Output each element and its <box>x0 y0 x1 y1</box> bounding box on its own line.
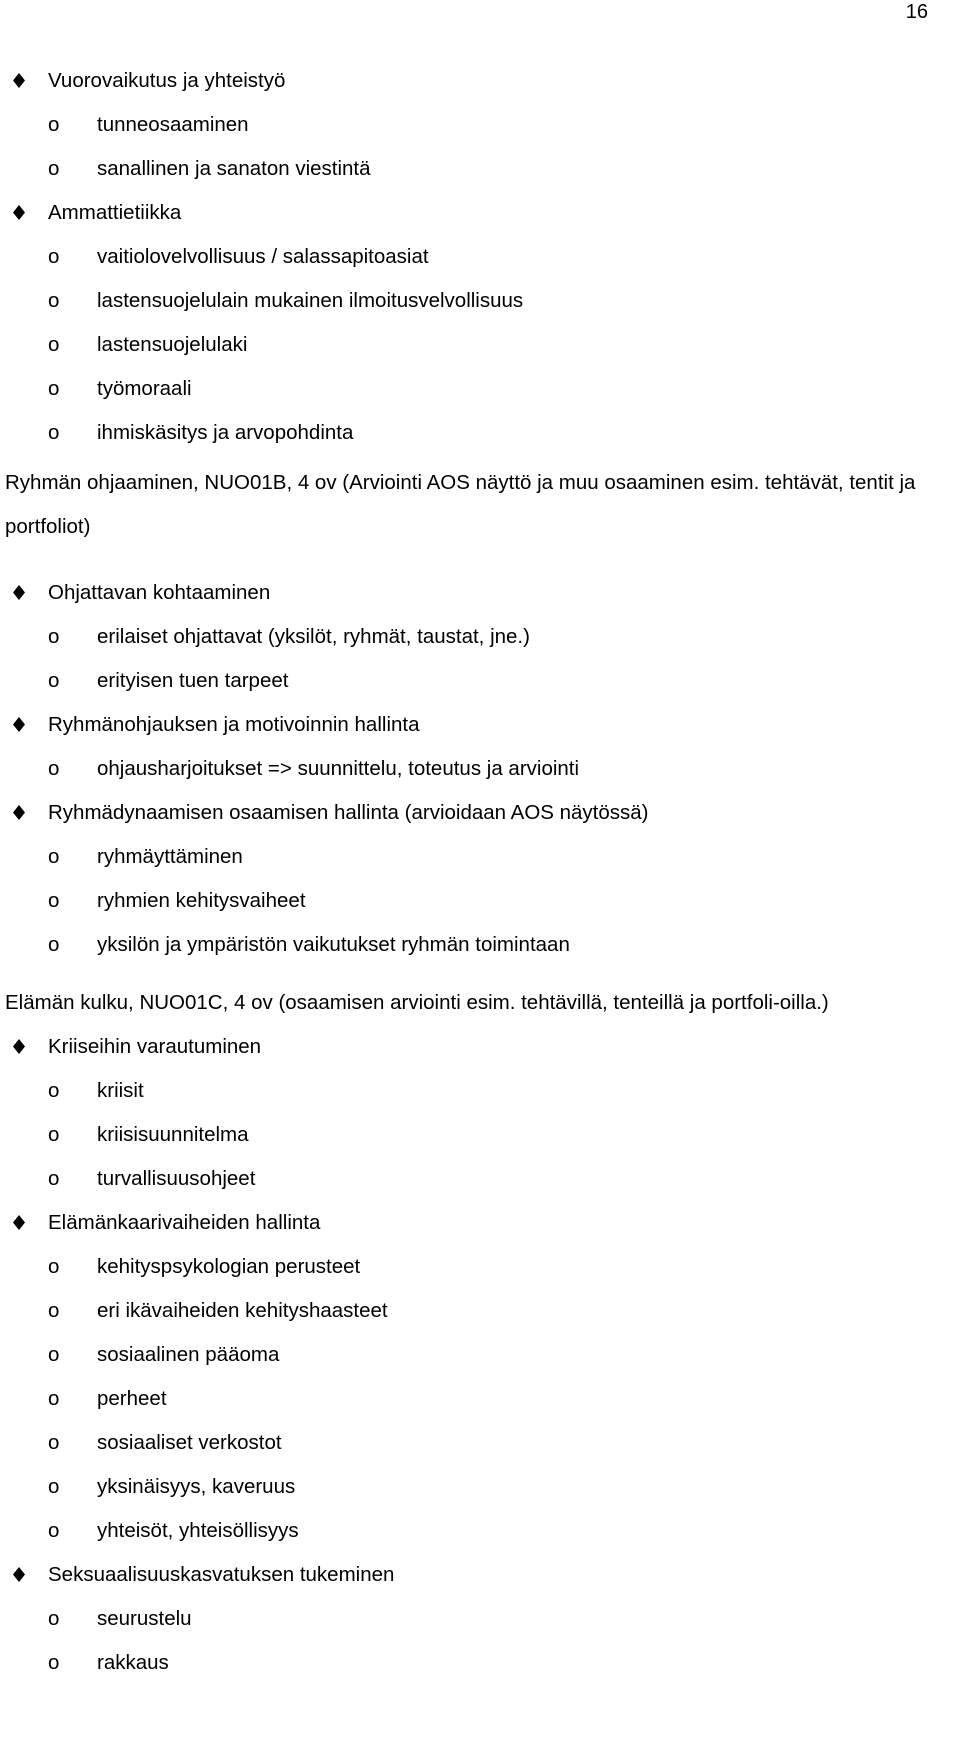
circle-bullet-icon: o <box>48 1475 60 1498</box>
level2-item <box>0 323 960 367</box>
level1-item-label: Ryhmänohjauksen ja motivoinnin hallinta <box>48 713 420 736</box>
circle-bullet-icon: o <box>48 1343 60 1366</box>
page-number: 16 <box>905 1 928 23</box>
diamond-bullet-icon <box>13 791 27 835</box>
level1-item-label: Vuorovaikutus ja yhteistyö <box>48 69 286 92</box>
circle-bullet-icon: o <box>48 1431 60 1454</box>
circle-bullet-icon: o <box>48 1167 60 1190</box>
level2-item-label: rakkaus <box>97 1651 169 1674</box>
circle-bullet-icon: o <box>48 289 60 312</box>
section-3-heading: Elämän kulku, NUO01C, 4 ov (osaamisen arviointi esim. tehtävillä, tenteillä ja portfoli-oilla.) <box>5 991 829 1014</box>
level2-item <box>0 1245 960 1289</box>
level2-item <box>0 1289 960 1333</box>
level2-item <box>0 1333 960 1377</box>
level2-item-label: kriisisuunnitelma <box>97 1123 249 1146</box>
level2-item-label: ryhmäyttäminen <box>97 845 243 868</box>
level2-item-label: työmoraali <box>97 377 192 400</box>
level2-item-label: tunneosaaminen <box>97 113 249 136</box>
level2-item-label: sosiaaliset verkostot <box>97 1431 282 1454</box>
level2-item-label: kriisit <box>97 1079 144 1102</box>
section-1-list <box>0 59 960 455</box>
level1-item <box>0 59 960 103</box>
section-3-list <box>0 1025 960 1685</box>
level2-item <box>0 879 960 923</box>
level2-item <box>0 659 960 703</box>
level1-item-label: Ryhmädynaamisen osaamisen hallinta (arvioidaan AOS näytössä) <box>48 801 649 824</box>
level2-item <box>0 1069 960 1113</box>
level2-item <box>0 1157 960 1201</box>
level2-item-label: lastensuojelulaki <box>97 333 248 356</box>
level2-item-label: kehityspsykologian perusteet <box>97 1255 361 1278</box>
level2-item-label: erityisen tuen tarpeet <box>97 669 289 692</box>
level2-item-label: perheet <box>97 1387 167 1410</box>
section-2-heading: Ryhmän ohjaaminen, NUO01B, 4 ov (Arviointi AOS näyttö ja muu osaaminen esim. tehtävät, tentit ja portfoliot) <box>5 471 916 538</box>
circle-bullet-icon: o <box>48 669 60 692</box>
level2-item <box>0 1597 960 1641</box>
document-body <box>0 59 960 1685</box>
level1-item <box>0 1025 960 1069</box>
level2-item <box>0 1377 960 1421</box>
diamond-bullet-icon <box>13 1553 27 1597</box>
level2-item <box>0 1421 960 1465</box>
circle-bullet-icon: o <box>48 1607 60 1630</box>
level2-item-label: erilaiset ohjattavat (yksilöt, ryhmät, taustat, jne.) <box>97 625 530 648</box>
circle-bullet-icon: o <box>48 157 60 180</box>
diamond-bullet-icon <box>13 59 27 103</box>
circle-bullet-icon: o <box>48 1387 60 1410</box>
circle-bullet-icon: o <box>48 377 60 400</box>
level1-item <box>0 191 960 235</box>
level2-item <box>0 1641 960 1685</box>
level2-item-label: seurustelu <box>97 1607 192 1630</box>
level2-item-label: lastensuojelulain mukainen ilmoitusvelvollisuus <box>97 289 524 312</box>
circle-bullet-icon: o <box>48 1255 60 1278</box>
circle-bullet-icon: o <box>48 1651 60 1674</box>
diamond-bullet-icon <box>13 191 27 235</box>
circle-bullet-icon: o <box>48 625 60 648</box>
circle-bullet-icon: o <box>48 333 60 356</box>
level2-item <box>0 411 960 455</box>
circle-bullet-icon: o <box>48 113 60 136</box>
level1-item <box>0 1553 960 1597</box>
circle-bullet-icon: o <box>48 889 60 912</box>
level2-item <box>0 147 960 191</box>
level1-item-label: Kriiseihin varautuminen <box>48 1035 262 1058</box>
circle-bullet-icon: o <box>48 1519 60 1542</box>
level2-item <box>0 367 960 411</box>
level2-item-label: eri ikävaiheiden kehityshaasteet <box>97 1299 388 1322</box>
level2-item <box>0 1113 960 1157</box>
level2-item-label: yhteisöt, yhteisöllisyys <box>97 1519 299 1542</box>
diamond-bullet-icon <box>13 1025 27 1069</box>
level2-item <box>0 923 960 967</box>
level1-item-label: Elämänkaarivaiheiden hallinta <box>48 1211 321 1234</box>
level1-item <box>0 703 960 747</box>
circle-bullet-icon: o <box>48 933 60 956</box>
level2-item <box>0 235 960 279</box>
circle-bullet-icon: o <box>48 1123 60 1146</box>
circle-bullet-icon: o <box>48 845 60 868</box>
level2-item <box>0 1465 960 1509</box>
level1-item <box>0 1201 960 1245</box>
level2-item-label: sanallinen ja sanaton viestintä <box>97 157 371 180</box>
level2-item-label: ohjausharjoitukset => suunnittelu, toteutus ja arviointi <box>97 757 580 780</box>
level2-item-label: vaitiolovelvollisuus / salassapitoasiat <box>97 245 429 268</box>
level1-item <box>0 571 960 615</box>
level2-item-label: yksinäisyys, kaveruus <box>97 1475 296 1498</box>
level2-item <box>0 835 960 879</box>
level2-item-label: sosiaalinen pääoma <box>97 1343 280 1366</box>
level2-item-label: yksilön ja ympäristön vaikutukset ryhmän toimintaan <box>97 933 570 956</box>
circle-bullet-icon: o <box>48 1079 60 1102</box>
level2-item-label: turvallisuusohjeet <box>97 1167 256 1190</box>
circle-bullet-icon: o <box>48 757 60 780</box>
level1-item-label: Ammattietiikka <box>48 201 182 224</box>
level1-item-label: Ohjattavan kohtaaminen <box>48 581 271 604</box>
circle-bullet-icon: o <box>48 245 60 268</box>
paragraph-spacer <box>0 549 960 571</box>
level1-item <box>0 791 960 835</box>
circle-bullet-icon: o <box>48 1299 60 1322</box>
diamond-bullet-icon <box>13 1201 27 1245</box>
diamond-bullet-icon <box>13 571 27 615</box>
diamond-bullet-icon <box>13 703 27 747</box>
level2-item-label: ryhmien kehitysvaiheet <box>97 889 306 912</box>
level2-item <box>0 103 960 147</box>
level1-item-label: Seksuaalisuuskasvatuksen tukeminen <box>48 1563 395 1586</box>
level2-item <box>0 1509 960 1553</box>
circle-bullet-icon: o <box>48 421 60 444</box>
level2-item <box>0 747 960 791</box>
section-2-list <box>0 571 960 967</box>
level2-item <box>0 279 960 323</box>
level2-item <box>0 615 960 659</box>
level2-item-label: ihmiskäsitys ja arvopohdinta <box>97 421 354 444</box>
